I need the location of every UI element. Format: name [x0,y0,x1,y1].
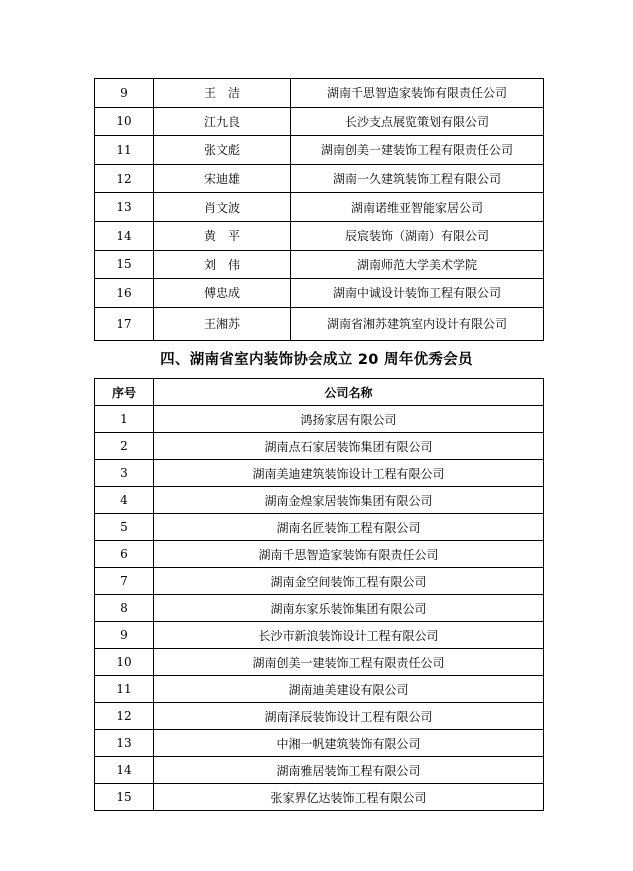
person-name: 王湘苏 [154,307,291,340]
row-number: 15 [95,250,154,279]
company-name: 湖南美迪建筑装饰设计工程有限公司 [154,460,544,487]
row-number: 7 [95,568,154,595]
table-row [95,433,544,460]
row-number: 11 [95,136,154,165]
company-name: 湖南创美一建装饰工程有限责任公司 [291,136,544,165]
row-number: 14 [95,221,154,250]
person-name: 宋迪雄 [154,164,291,193]
person-name: 肖文波 [154,193,291,222]
company-name: 湖南诺维亚智能家居公司 [291,193,544,222]
row-number: 3 [95,460,154,487]
row-number: 12 [95,164,154,193]
person-name: 王 洁 [154,79,291,108]
company-name: 鸿扬家居有限公司 [154,406,544,433]
table-row [95,541,544,568]
row-number: 11 [95,676,154,703]
row-number: 8 [95,595,154,622]
table-row [95,676,544,703]
company-name: 张家界亿达装饰工程有限公司 [154,784,544,811]
person-name: 傅忠成 [154,279,291,308]
column-header-company: 公司名称 [154,379,544,406]
company-name: 湖南金空间装饰工程有限公司 [154,568,544,595]
company-name: 湖南东家乐装饰集团有限公司 [154,595,544,622]
company-name: 湖南金煌家居装饰集团有限公司 [154,487,544,514]
table-row [95,107,544,136]
company-name: 湖南一久建筑装饰工程有限公司 [291,164,544,193]
column-header-number: 序号 [95,379,154,406]
table-row [95,730,544,757]
company-name: 湖南点石家居装饰集团有限公司 [154,433,544,460]
table-row [95,250,544,279]
company-name: 湖南迪美建设有限公司 [154,676,544,703]
row-number: 9 [95,79,154,108]
row-number: 1 [95,406,154,433]
table-row [95,595,544,622]
table-row [95,757,544,784]
row-number: 17 [95,307,154,340]
excellent-members-table [94,378,544,811]
table-row [95,79,544,108]
company-name: 湖南省湘苏建筑室内设计有限公司 [291,307,544,340]
row-number: 6 [95,541,154,568]
table-row [95,784,544,811]
company-name: 湖南雅居装饰工程有限公司 [154,757,544,784]
person-name: 江九良 [154,107,291,136]
table-row [95,487,544,514]
table-row [95,193,544,222]
row-number: 9 [95,622,154,649]
row-number: 13 [95,193,154,222]
company-name: 辰宸装饰（湖南）有限公司 [291,221,544,250]
person-name: 黄 平 [154,221,291,250]
company-name: 湖南名匠装饰工程有限公司 [154,514,544,541]
company-name: 湖南中诚设计装饰工程有限公司 [291,279,544,308]
row-number: 12 [95,703,154,730]
section-heading: 四、湖南省室内装饰协会成立 20 周年优秀会员 [160,352,473,368]
table-row [95,622,544,649]
company-name: 湖南师范大学美术学院 [291,250,544,279]
table-row [95,514,544,541]
company-name: 长沙市新浪装饰设计工程有限公司 [154,622,544,649]
row-number: 10 [95,107,154,136]
row-number: 10 [95,649,154,676]
company-name: 中湘一帆建筑装饰有限公司 [154,730,544,757]
table-row [95,279,544,308]
table-row [95,406,544,433]
company-name: 湖南千思智造家装饰有限责任公司 [154,541,544,568]
award-winners-table [94,78,544,341]
table-row [95,703,544,730]
row-number: 13 [95,730,154,757]
row-number: 2 [95,433,154,460]
table-row [95,221,544,250]
table-row [95,460,544,487]
row-number: 16 [95,279,154,308]
row-number: 4 [95,487,154,514]
person-name: 刘 伟 [154,250,291,279]
company-name: 湖南千思智造家装饰有限责任公司 [291,79,544,108]
person-name: 张文彪 [154,136,291,165]
company-name: 湖南创美一建装饰工程有限责任公司 [154,649,544,676]
table-row [95,307,544,340]
table-row [95,164,544,193]
table-header-row [95,379,544,406]
company-name: 湖南泽辰装饰设计工程有限公司 [154,703,544,730]
row-number: 15 [95,784,154,811]
table-row [95,649,544,676]
row-number: 14 [95,757,154,784]
company-name: 长沙支点展览策划有限公司 [291,107,544,136]
table-row [95,568,544,595]
row-number: 5 [95,514,154,541]
table-row [95,136,544,165]
